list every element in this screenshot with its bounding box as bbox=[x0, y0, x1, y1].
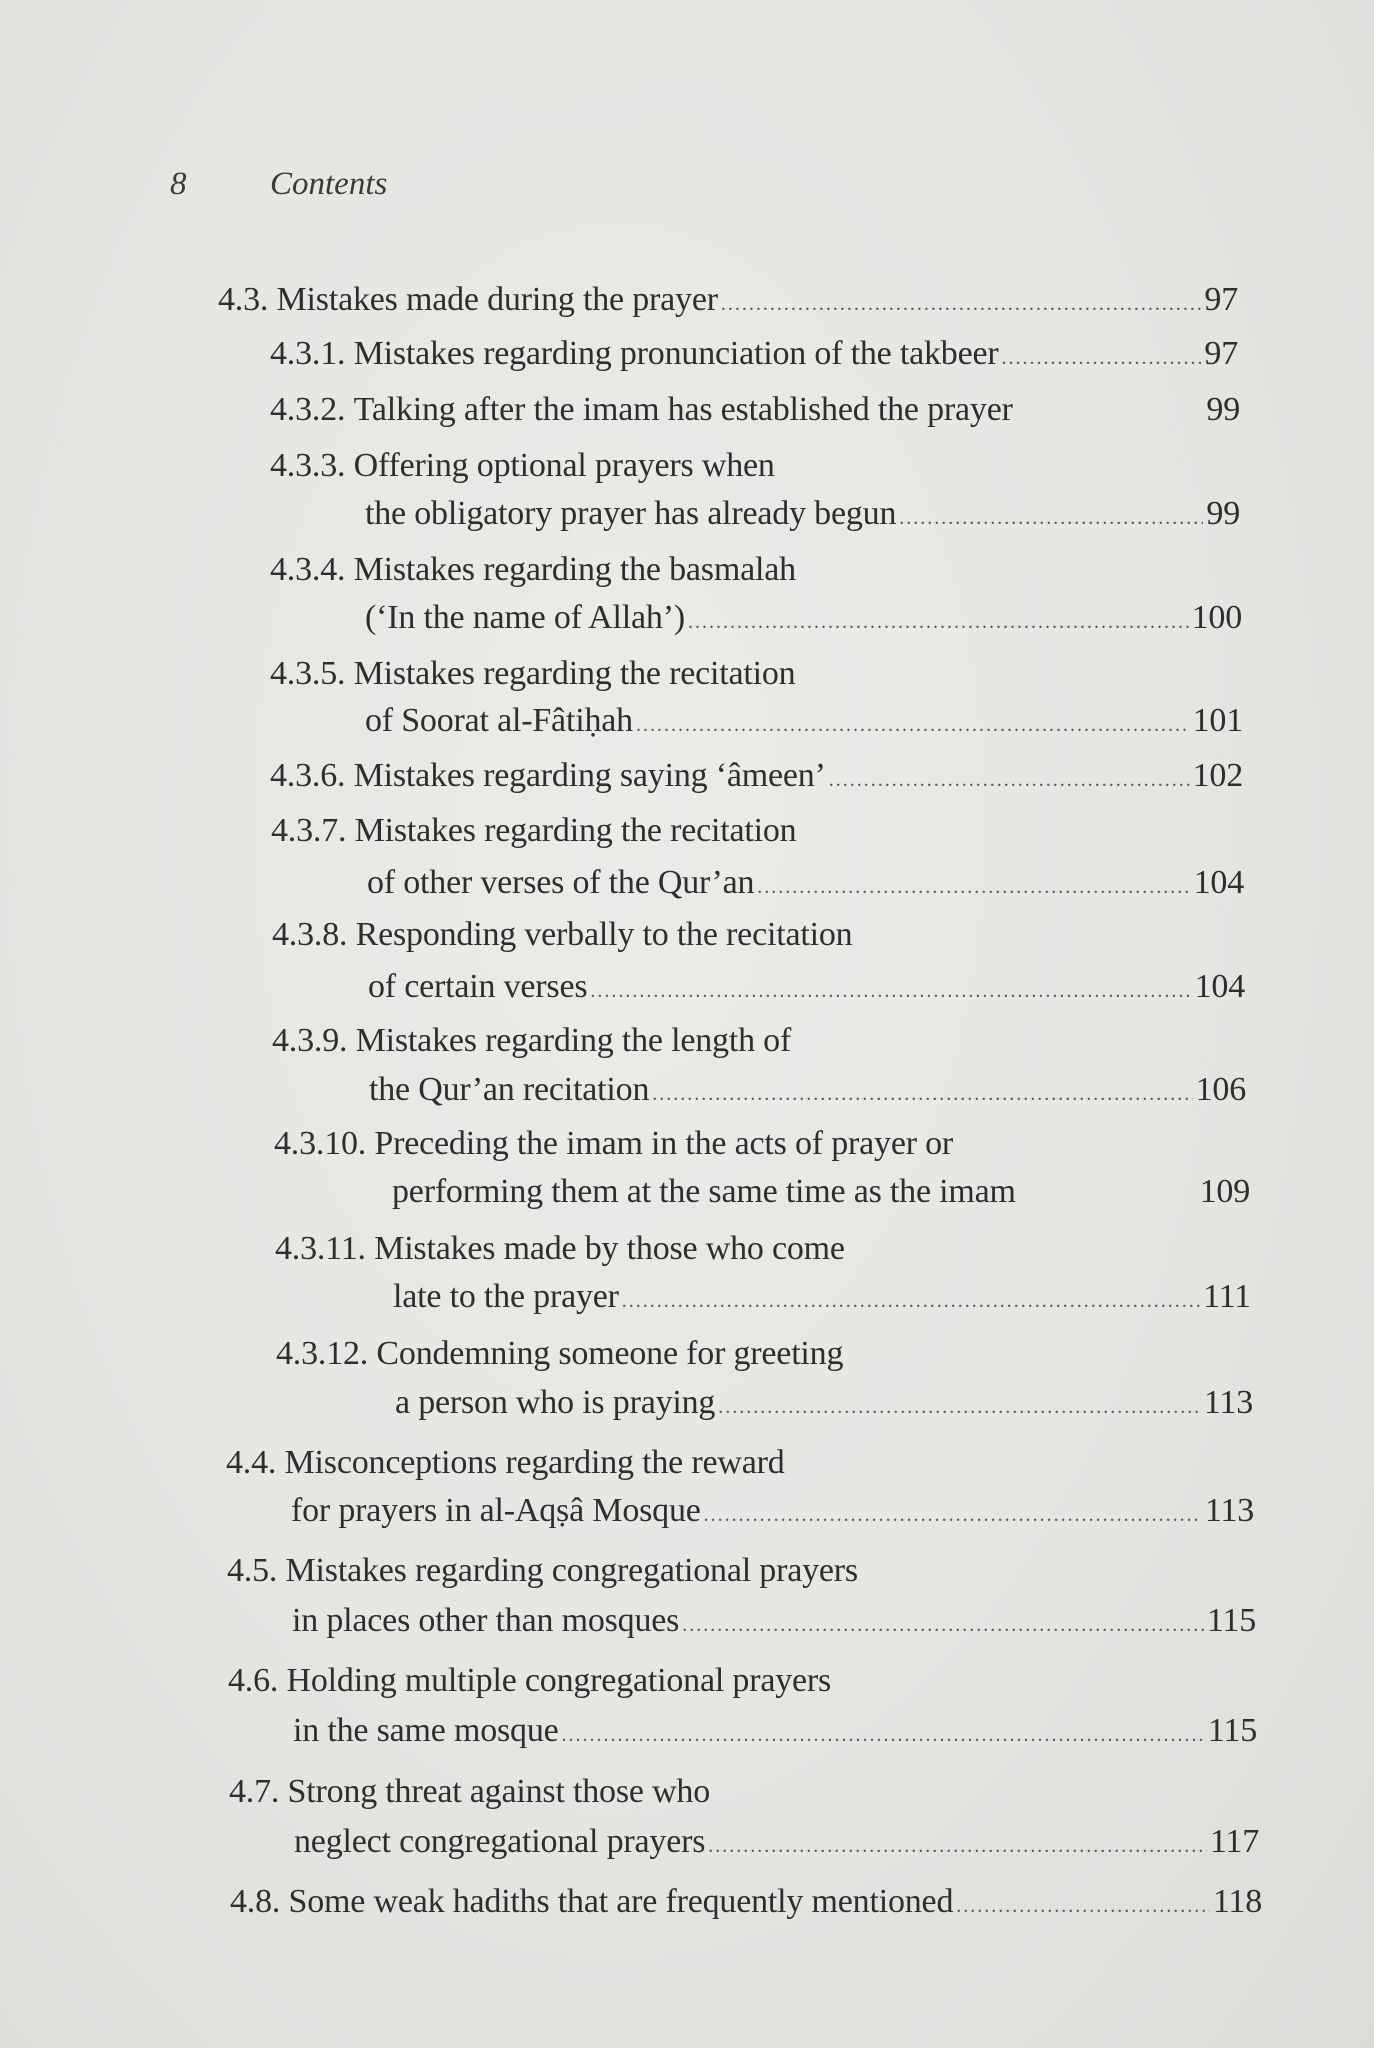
dot-leader bbox=[562, 1715, 1205, 1755]
page-number: 8 bbox=[170, 166, 187, 202]
entry-number: 4.3. bbox=[218, 281, 269, 318]
entry-title-continuation: of Soorat al-Fâtiḥah bbox=[365, 702, 633, 739]
toc-entry bbox=[226, 1443, 785, 1483]
dot-leader bbox=[688, 602, 1189, 642]
entry-title: Strong threat against those who bbox=[287, 1773, 711, 1810]
entry-page: 99 bbox=[1206, 495, 1240, 532]
entry-page: 111 bbox=[1203, 1278, 1251, 1315]
entry-title: Misconceptions regarding the reward bbox=[284, 1444, 785, 1481]
entry-title: Responding verbally to the recitation bbox=[355, 916, 853, 953]
toc-entry bbox=[272, 915, 852, 955]
toc-entry bbox=[270, 446, 775, 486]
entry-page: 115 bbox=[1206, 1602, 1256, 1639]
dot-leader bbox=[708, 1826, 1207, 1866]
toc-entry bbox=[270, 550, 796, 590]
toc-entry bbox=[274, 1124, 953, 1164]
entry-title-continuation: performing them at the same time as the imam bbox=[392, 1173, 1016, 1210]
entry-title: Mistakes regarding the recitation bbox=[353, 655, 796, 692]
dot-leader bbox=[899, 498, 1203, 538]
toc-entry bbox=[230, 1882, 1262, 1926]
dot-leader bbox=[829, 760, 1190, 800]
toc-entry-continuation bbox=[294, 1822, 1259, 1866]
entry-title: Mistakes regarding congregational prayers bbox=[285, 1552, 858, 1589]
toc-entry-continuation bbox=[393, 1277, 1251, 1321]
toc-entry bbox=[275, 1229, 845, 1269]
dot-leader bbox=[757, 867, 1190, 907]
dot-leader bbox=[590, 971, 1191, 1011]
header-title: Contents bbox=[270, 166, 388, 202]
entry-title: Mistakes regarding pronunciation of the takbeer bbox=[353, 335, 999, 372]
entry-number: 4.3.10. bbox=[274, 1125, 367, 1162]
dot-leader bbox=[622, 1281, 1200, 1321]
entry-number: 4.3.6. bbox=[270, 757, 346, 794]
dot-leader bbox=[1002, 338, 1202, 378]
entry-title-continuation: of other verses of the Qur’an bbox=[367, 864, 755, 901]
entry-title: Preceding the imam in the acts of prayer or bbox=[374, 1125, 954, 1162]
toc-entry-continuation bbox=[392, 1172, 1250, 1212]
entry-page: 113 bbox=[1204, 1492, 1254, 1529]
toc-entry-continuation bbox=[395, 1383, 1253, 1427]
entry-page: 102 bbox=[1192, 757, 1243, 794]
entry-title: Mistakes made by those who come bbox=[374, 1230, 845, 1267]
entry-number: 4.8. bbox=[230, 1883, 281, 1920]
entry-number: 4.7. bbox=[229, 1773, 280, 1810]
entry-title: Condemning someone for greeting bbox=[376, 1335, 844, 1372]
dot-leader bbox=[652, 1074, 1192, 1114]
entry-page: 115 bbox=[1207, 1712, 1257, 1749]
dot-leader bbox=[704, 1495, 1202, 1535]
entry-title: Mistakes made during the prayer bbox=[276, 281, 718, 318]
dot-leader bbox=[721, 284, 1202, 324]
entry-title: Mistakes regarding the basmalah bbox=[353, 551, 796, 588]
entry-page: 97 bbox=[1204, 335, 1238, 372]
dot-leader bbox=[636, 705, 1190, 745]
entry-page: 104 bbox=[1194, 968, 1245, 1005]
entry-number: 4.5. bbox=[227, 1552, 278, 1589]
toc-entry-continuation bbox=[365, 701, 1243, 745]
entry-title-continuation: for prayers in al-Aqṣâ Mosque bbox=[291, 1492, 701, 1529]
entry-number: 4.4. bbox=[226, 1444, 277, 1481]
entry-page: 100 bbox=[1191, 599, 1242, 636]
toc-entry-continuation bbox=[365, 494, 1240, 538]
toc-entry bbox=[270, 334, 1238, 378]
toc-entry-continuation bbox=[291, 1491, 1254, 1535]
entry-title: Holding multiple congregational prayers bbox=[286, 1662, 832, 1699]
entry-title: Mistakes regarding the recitation bbox=[354, 812, 797, 849]
entry-page: 97 bbox=[1204, 281, 1238, 318]
entry-page: 113 bbox=[1203, 1384, 1253, 1421]
toc-entry-continuation bbox=[365, 598, 1242, 642]
entry-number: 4.3.9. bbox=[272, 1022, 348, 1059]
entry-number: 4.3.3. bbox=[270, 447, 346, 484]
entry-title: Mistakes regarding the length of bbox=[355, 1022, 792, 1059]
toc-entry bbox=[218, 280, 1238, 324]
entry-title-continuation: of certain verses bbox=[368, 968, 588, 1005]
entry-title-continuation: late to the prayer bbox=[393, 1278, 619, 1315]
entry-title-continuation: the obligatory prayer has already begun bbox=[365, 495, 897, 532]
entry-number: 4.3.1. bbox=[270, 335, 346, 372]
toc-entry-continuation bbox=[367, 863, 1244, 907]
entry-title-continuation: neglect congregational prayers bbox=[294, 1823, 706, 1860]
toc-entry-continuation bbox=[293, 1711, 1257, 1755]
toc-entry bbox=[271, 811, 796, 851]
entry-title-continuation: (‘In the name of Allah’) bbox=[365, 599, 685, 636]
entry-page: 118 bbox=[1212, 1883, 1262, 1920]
dot-leader bbox=[682, 1605, 1204, 1645]
toc-entry bbox=[270, 654, 795, 694]
entry-page: 99 bbox=[1206, 391, 1240, 428]
entry-number: 4.3.4. bbox=[270, 551, 346, 588]
toc-entry-continuation bbox=[368, 967, 1245, 1011]
entry-number: 4.3.7. bbox=[271, 812, 347, 849]
entry-page: 117 bbox=[1209, 1823, 1259, 1860]
entry-title-continuation: in places other than mosques bbox=[292, 1602, 680, 1639]
toc-entry bbox=[276, 1334, 843, 1374]
entry-number: 4.3.12. bbox=[276, 1335, 369, 1372]
toc-entry bbox=[229, 1772, 710, 1812]
entry-title: Some weak hadiths that are frequently mentioned bbox=[288, 1883, 954, 1920]
entry-number: 4.3.5. bbox=[270, 655, 346, 692]
entry-title: Mistakes regarding saying ‘âmeen’ bbox=[353, 757, 826, 794]
entry-title: Talking after the imam has established the prayer bbox=[353, 391, 1013, 428]
toc-entry-continuation bbox=[292, 1601, 1256, 1645]
toc-entry bbox=[272, 1021, 791, 1061]
toc-entry bbox=[270, 756, 1243, 800]
toc-entry bbox=[270, 390, 1240, 430]
toc-entry bbox=[227, 1551, 858, 1591]
entry-number: 4.3.2. bbox=[270, 391, 346, 428]
toc-entry-continuation bbox=[369, 1070, 1246, 1114]
entry-title: Offering optional prayers when bbox=[353, 447, 775, 484]
entry-page: 109 bbox=[1199, 1173, 1250, 1210]
entry-number: 4.3.11. bbox=[275, 1230, 366, 1267]
entry-number: 4.6. bbox=[228, 1662, 279, 1699]
entry-title-continuation: the Qur’an recitation bbox=[369, 1071, 650, 1108]
entry-page: 104 bbox=[1193, 864, 1244, 901]
toc-entry bbox=[228, 1661, 831, 1701]
dot-leader bbox=[956, 1886, 1210, 1926]
entry-title-continuation: in the same mosque bbox=[293, 1712, 559, 1749]
entry-number: 4.3.8. bbox=[272, 916, 348, 953]
entry-title-continuation: a person who is praying bbox=[395, 1384, 716, 1421]
dot-leader bbox=[718, 1387, 1201, 1427]
entry-page: 101 bbox=[1192, 702, 1243, 739]
entry-page: 106 bbox=[1195, 1071, 1246, 1108]
